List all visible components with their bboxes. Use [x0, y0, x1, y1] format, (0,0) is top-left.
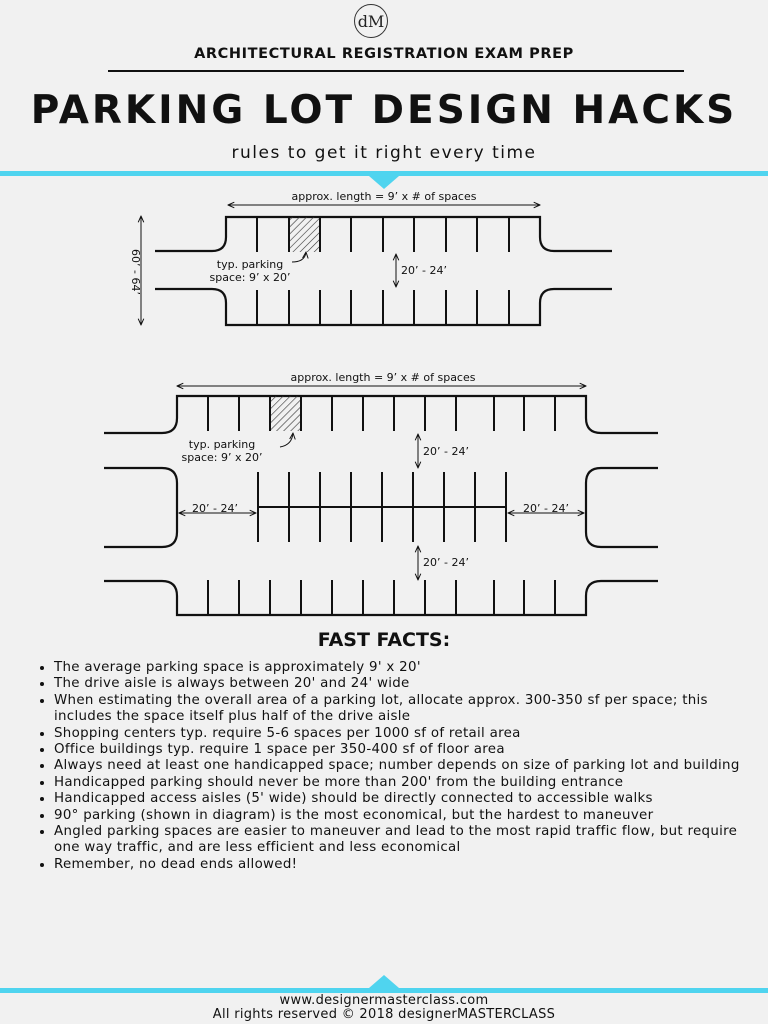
diagram2-aisle-left-label: 20’ - 24’: [192, 502, 238, 515]
footer-copyright: All rights reserved © 2018 designerMASTERCLASS: [212, 1007, 556, 1022]
fact-item: • The drive aisle is always between 20' and 24' wide: [54, 676, 754, 692]
diagram2-space-label-line2: space: 9’ x 20’: [181, 451, 263, 464]
footer-website-link[interactable]: www.designermasterclass.com: [279, 993, 489, 1008]
top-row-stripes: [208, 396, 555, 431]
top-row-outline: [104, 396, 658, 433]
typical-space-hatch: [289, 217, 320, 252]
fact-item: • Always need at least one handicapped space; number depends on size of parking lot and building: [54, 758, 754, 774]
fact-item: • Shopping centers typ. require 5-6 spaces per 1000 sf of retail area: [54, 726, 754, 742]
double-aisle-parking-diagram: [104, 386, 658, 615]
bottom-row-outline: [104, 581, 658, 615]
fact-item: • The average parking space is approximately 9' x 20': [54, 660, 754, 676]
diagram1-space-label-line2: space: 9’ x 20’: [209, 271, 291, 284]
fast-facts-list: [32, 660, 754, 873]
tagline: rules to get it right every time: [231, 143, 537, 163]
fact-item: • Remember, no dead ends allowed!: [54, 857, 754, 873]
diagram1-length-label: approx. length = 9’ x # of spaces: [291, 190, 477, 203]
designer-masterclass-logo: dM: [354, 4, 388, 38]
typical-space-hatch: [270, 396, 301, 431]
exam-prep-subheading: ARCHITECTURAL REGISTRATION EXAM PREP: [194, 46, 574, 62]
fact-item: • When estimating the overall area of a parking lot, allocate approx. 300-350 sf per space; this includes the space itself plus half of the drive aisle: [54, 693, 754, 726]
fact-item: • Office buildings typ. require 1 space per 350-400 sf of floor area: [54, 742, 754, 758]
bottom-row-stripes: [208, 580, 555, 615]
fact-item: • Angled parking spaces are easier to maneuver and lead to the most rapid traffic flow, but require one way traffic, and are less efficient and less economical: [54, 824, 754, 857]
up-arrow-icon: [369, 975, 399, 988]
diagram2-length-label: approx. length = 9’ x # of spaces: [290, 371, 476, 384]
fact-item: • Handicapped parking should never be more than 200' from the building entrance: [54, 775, 754, 791]
diagram2-aisle-top-label: 20’ - 24’: [423, 445, 469, 458]
fast-facts-heading: FAST FACTS:: [317, 629, 451, 651]
diagram2-aisle-right-label: 20’ - 24’: [523, 502, 569, 515]
diagram2-aisle-bottom-label: 20’ - 24’: [423, 556, 469, 569]
middle-right-outline: [586, 468, 658, 547]
single-aisle-parking-diagram: [141, 205, 612, 325]
middle-left-outline: [104, 468, 177, 547]
diagram1-aisle-label: 20’ - 24’: [401, 264, 447, 277]
fact-item: • 90° parking (shown in diagram) is the most economical, but the hardest to maneuver: [54, 808, 754, 824]
typical-space-leader: [280, 433, 293, 447]
page-title: PARKING LOT DESIGN HACKS: [30, 88, 738, 133]
diagram2-space-label-line1: typ. parking: [188, 438, 256, 451]
typical-space-leader: [292, 252, 306, 262]
bottom-row-stripes: [257, 290, 509, 325]
diagram1-space-label-line1: typ. parking: [216, 258, 284, 271]
fact-item: • Handicapped access aisles (5' wide) should be directly connected to accessible walks: [54, 791, 754, 807]
diagram1-depth-label: 60’ - 64’: [129, 249, 142, 295]
